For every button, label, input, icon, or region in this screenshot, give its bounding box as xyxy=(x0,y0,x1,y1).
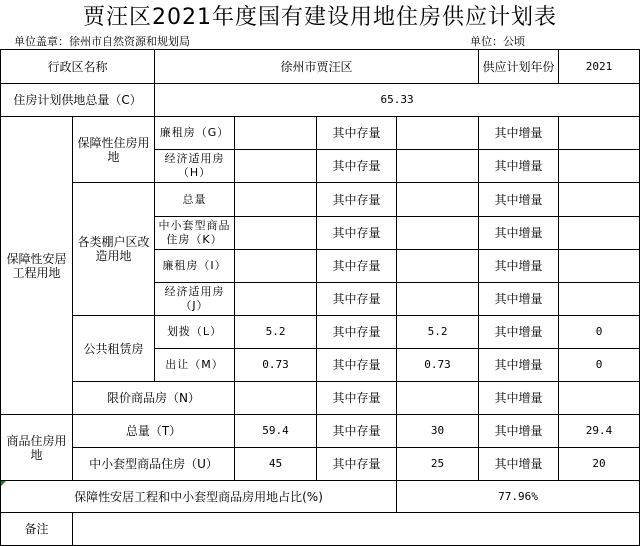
ratio-row xyxy=(1,481,640,513)
table-row-u xyxy=(1,448,640,481)
row-label-u: 中小套型商品住房（U） xyxy=(73,448,235,481)
stock-label: 其中存量 xyxy=(317,250,397,283)
cell-l-stock[interactable]: 5.2 xyxy=(397,316,479,349)
total-row xyxy=(1,84,640,117)
cell-g-increment[interactable] xyxy=(559,117,640,150)
cell-t-value[interactable]: 59.4 xyxy=(235,415,317,448)
page-title: 贾汪区2021年度国有建设用地住房供应计划表 xyxy=(83,5,557,30)
remarks-value[interactable] xyxy=(73,513,640,546)
increment-label: 其中增量 xyxy=(479,283,559,316)
stock-label: 其中存量 xyxy=(317,316,397,349)
section-baozhang-zhufang: 保障性住房用地 xyxy=(73,117,155,183)
increment-label: 其中增量 xyxy=(479,382,559,415)
row-label-l: 划拨（L） xyxy=(155,316,235,349)
table-row-zl xyxy=(1,183,640,217)
cell-zl-stock[interactable] xyxy=(397,183,479,217)
stock-label: 其中存量 xyxy=(317,183,397,217)
unit-label: 单位：公顷 xyxy=(470,35,525,48)
increment-label: 其中增量 xyxy=(479,117,559,150)
year-value[interactable]: 2021 xyxy=(559,50,640,84)
row-label-j: 经济适用房（J） xyxy=(155,283,235,316)
increment-label: 其中增量 xyxy=(479,415,559,448)
increment-label: 其中增量 xyxy=(479,183,559,217)
cell-j-stock[interactable] xyxy=(397,283,479,316)
row-label-zl: 总量 xyxy=(155,183,235,217)
district-value[interactable]: 徐州市贾汪区 xyxy=(155,50,479,84)
section-baozhang-anju: 保障性安居工程用地 xyxy=(1,117,73,415)
table-row-l xyxy=(1,316,640,349)
increment-label: 其中增量 xyxy=(479,217,559,250)
cell-i-increment[interactable] xyxy=(559,250,640,283)
cell-h-increment[interactable] xyxy=(559,150,640,183)
stock-label: 其中存量 xyxy=(317,217,397,250)
increment-label: 其中增量 xyxy=(479,349,559,382)
row-label-k: 中小套型商品住房（K） xyxy=(155,217,235,250)
cell-g-stock[interactable] xyxy=(397,117,479,150)
cell-l-value[interactable]: 5.2 xyxy=(235,316,317,349)
cell-t-stock[interactable]: 30 xyxy=(397,415,479,448)
section-xianjia: 限价商品房（N） xyxy=(73,382,235,415)
row-label-i: 廉租房（I） xyxy=(155,250,235,283)
increment-label: 其中增量 xyxy=(479,250,559,283)
unit-seal: 单位盖章：徐州市自然资源和规划局 xyxy=(14,35,190,48)
total-value[interactable]: 65.33 xyxy=(155,84,640,117)
section-gonggong: 公共租赁房 xyxy=(73,316,155,382)
row-label-t: 总量（T） xyxy=(73,415,235,448)
ratio-value[interactable]: 77.96% xyxy=(397,481,640,513)
cell-m-value[interactable]: 0.73 xyxy=(235,349,317,382)
cell-zl-increment[interactable] xyxy=(559,183,640,217)
cell-t-increment[interactable]: 29.4 xyxy=(559,415,640,448)
row-label-h: 经济适用房（H） xyxy=(155,150,235,183)
cell-g-value[interactable] xyxy=(235,117,317,150)
cell-h-stock[interactable] xyxy=(397,150,479,183)
stock-label: 其中存量 xyxy=(317,150,397,183)
cell-u-increment[interactable]: 20 xyxy=(559,448,640,481)
header-row xyxy=(1,50,640,84)
cell-k-value[interactable] xyxy=(235,217,317,250)
remarks-label: 备注 xyxy=(1,513,73,546)
cell-zl-value[interactable] xyxy=(235,183,317,217)
cell-i-value[interactable] xyxy=(235,250,317,283)
cell-k-increment[interactable] xyxy=(559,217,640,250)
cell-m-increment[interactable]: 0 xyxy=(559,349,640,382)
cell-h-value[interactable] xyxy=(235,150,317,183)
stock-label: 其中存量 xyxy=(317,283,397,316)
ratio-label: 保障性安居工程和中小套型商品房用地占比(%) xyxy=(1,481,397,513)
stock-label: 其中存量 xyxy=(317,448,397,481)
district-label: 行政区名称 xyxy=(1,50,155,84)
cell-l-increment[interactable]: 0 xyxy=(559,316,640,349)
cell-k-stock[interactable] xyxy=(397,217,479,250)
stock-label: 其中存量 xyxy=(317,349,397,382)
increment-label: 其中增量 xyxy=(479,448,559,481)
cell-j-value[interactable] xyxy=(235,283,317,316)
remarks-row xyxy=(1,513,640,546)
row-label-m: 出让（M） xyxy=(155,349,235,382)
table-row-n xyxy=(1,382,640,415)
cell-n-increment[interactable] xyxy=(559,382,640,415)
cell-m-stock[interactable]: 0.73 xyxy=(397,349,479,382)
cell-j-increment[interactable] xyxy=(559,283,640,316)
section-shangpin: 商品住房用地 xyxy=(1,415,73,481)
table-row-t xyxy=(1,415,640,448)
row-label-g: 廉租房（G） xyxy=(155,117,235,150)
total-label: 住房计划供地总量（C） xyxy=(1,84,155,117)
cell-u-value[interactable]: 45 xyxy=(235,448,317,481)
section-penghu: 各类棚户区改造用地 xyxy=(73,183,155,316)
year-label: 供应计划年份 xyxy=(479,50,559,84)
stock-label: 其中存量 xyxy=(317,117,397,150)
cell-i-stock[interactable] xyxy=(397,250,479,283)
table-row-g xyxy=(1,117,640,150)
cell-n-value[interactable] xyxy=(235,382,317,415)
housing-supply-table xyxy=(0,49,640,546)
stock-label: 其中存量 xyxy=(317,415,397,448)
increment-label: 其中增量 xyxy=(479,316,559,349)
increment-label: 其中增量 xyxy=(479,150,559,183)
cell-u-stock[interactable]: 25 xyxy=(397,448,479,481)
stock-label: 其中存量 xyxy=(317,382,397,415)
cell-n-stock[interactable] xyxy=(397,382,479,415)
